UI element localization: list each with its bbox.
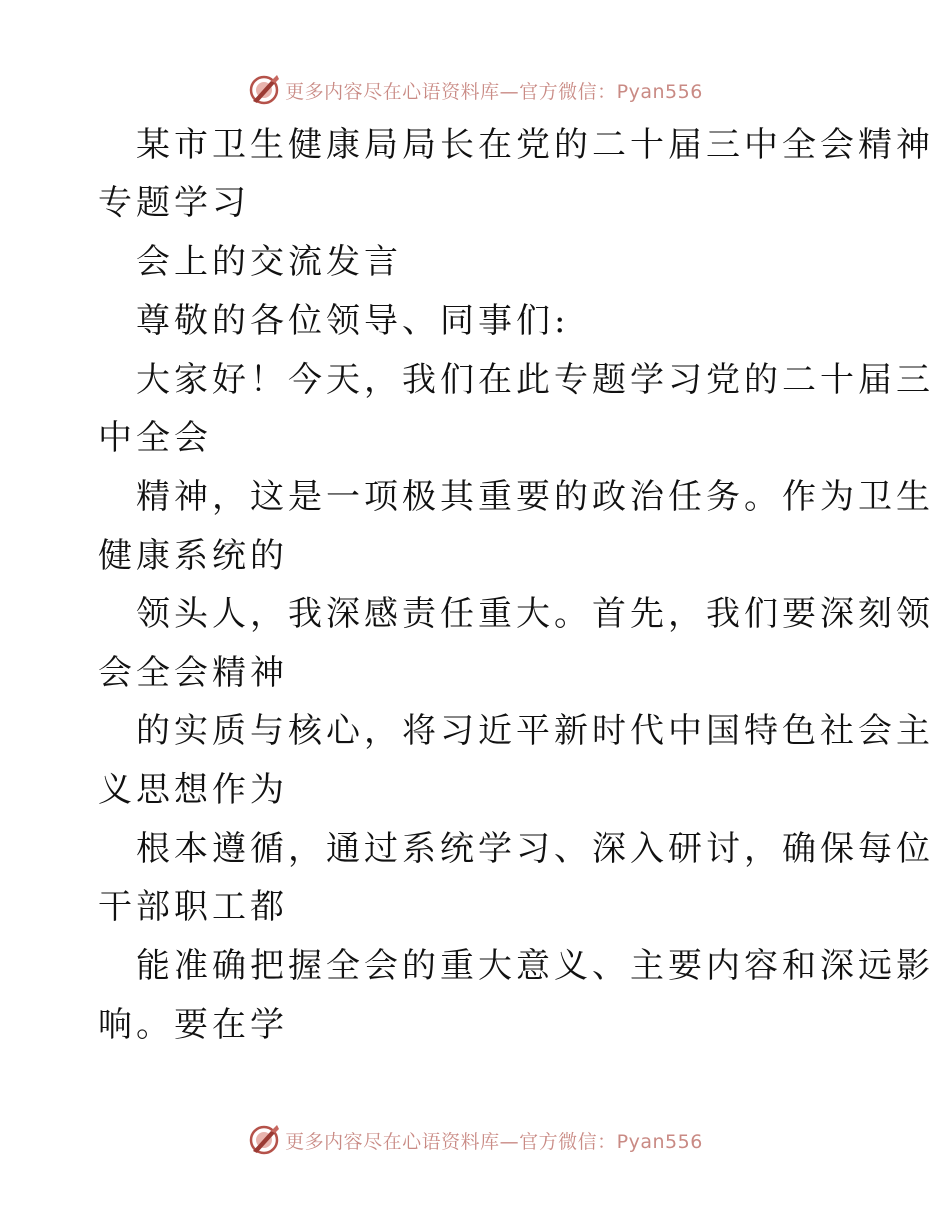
text-line: 某市卫生健康局局长在党的二十届三中全会精神: [136, 125, 934, 165]
text-line: 专题学习: [98, 183, 250, 223]
pen-logo-icon: [247, 73, 281, 107]
text-line: 尊敬的各位领导、同事们:: [136, 301, 570, 341]
text-line: 响。要在学: [98, 1005, 288, 1045]
watermark-text: 更多内容尽在心语资料库—官方微信：Pyan556: [285, 1130, 703, 1153]
header-watermark: [0, 72, 950, 108]
footer-watermark: [0, 1122, 950, 1158]
text-line: 中全会: [98, 418, 212, 458]
text-line: 健康系统的: [98, 536, 288, 576]
text-line: 精神，这是一项极其重要的政治任务。作为卫生: [136, 477, 934, 517]
text-line: 领头人，我深感责任重大。首先，我们要深刻领: [136, 594, 934, 634]
text-line: 干部职工都: [98, 887, 288, 927]
text-line: 会上的交流发言: [136, 242, 402, 282]
text-line: 的实质与核心，将习近平新时代中国特色社会主: [136, 711, 934, 751]
text-line: 能准确把握全会的重大意义、主要内容和深远影: [136, 946, 934, 986]
text-line: 会全会精神: [98, 653, 288, 693]
watermark-text: 更多内容尽在心语资料库—官方微信：Pyan556: [285, 80, 703, 103]
text-line: 大家好！今天，我们在此专题学习党的二十届三: [136, 360, 934, 400]
pen-logo-icon: [247, 1123, 281, 1157]
text-line: 根本遵循，通过系统学习、深入研讨，确保每位: [136, 829, 934, 869]
text-line: 义思想作为: [98, 770, 288, 810]
